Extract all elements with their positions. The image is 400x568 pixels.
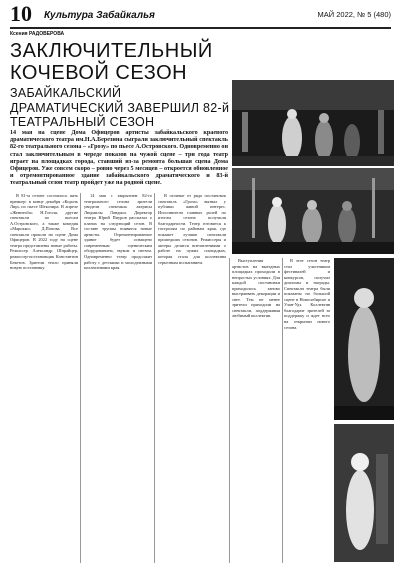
paragraph: В этот сезон театр стал участником фестивалей и конкурсов, получил дипломы и награды. Спектакли театра были показаны на большой сцене в Новосибирске и Улан-Удэ. Коллектив благодарит зрителей за поддержку и ждет всех на открытии нового сезона. [284, 258, 330, 330]
page-number: 10 [10, 1, 32, 26]
stage-photo [232, 168, 394, 254]
title-line-2: КОЧЕВОЙ СЕЗОН [10, 62, 188, 84]
column-rule [154, 193, 155, 563]
article-lead: 14 мая на сцене Дома Офицеров артисты забайкальского краевого драматического театра им.Н.А.Березина сыграли заключительный спектакль 82-го театрального сезона – «Грозу» по пьесе А.Островского. Одновременно он стал заключительным в череде показов на чужой сцене – три года театр играет на площадках города, ставший из-за ремонта большая сцена Дома Офицеров. Уже совсем скоро – ровно через 5 месяцев – откроется обновленное и отремонтированное здание забайкальского драматического и 83-й театральный сезон театр пройдет уже на родной сцене. [10, 130, 228, 187]
article-subtitle: ЗАБАЙКАЛЬСКИЙ ДРАМАТИЧЕСКИЙ ЗАВЕРШИЛ 82-й ТЕАТРАЛЬНЫЙ СЕЗОН [10, 86, 230, 129]
header-rule [10, 27, 391, 29]
paragraph: В 81-м сезоне состоялось пять премьер: в конце декабря «Король Лир» по пьесе Шекспира. В апреле «Женитьба» Н.Гоголя, другие спектакли по пьесам А.Островского, а также комедия «Марокко» Д.Попова. Все спектакли прошли на сцене Дома Офицеров. В 2022 году на сцене театра представлены новые работы. Режиссер Александр Шпрайцер, режиссер-постановщик Константин Бекетов. Зрители тепло приняли новую постановку. [10, 193, 78, 271]
text-column [84, 193, 152, 271]
actor-photo [334, 424, 394, 562]
stage-photo [232, 80, 394, 166]
issue-date: МАЙ 2022, № 5 (480) [317, 10, 391, 19]
paragraph: В отличие от ряда постановок спектакль «Гроза» вызвал у публики живой интерес. Исполнители главных ролей по итогам сезона получили благодарности. Театр готовится к гастролям по районам края, где покажет лучшие спектакли прошедших сезонов. Режиссеры и актеры делятся впечатлениями о работе на чужих площадках, которая стала для коллектива серьезным испытанием. [158, 193, 226, 265]
paragraph: Выступления артистов на выездных площадках проходили в непростых условиях. Для каждой постановки приходилось заново выстраивать декорации и свет. Тем не менее зрители приходили на спектакли, поддерживая любимый коллектив. [232, 258, 280, 319]
actor-photo [334, 258, 394, 420]
section-title: Культура Забайкалья [44, 10, 155, 21]
text-column [232, 258, 280, 319]
column-rule [282, 258, 283, 563]
text-column [10, 193, 78, 271]
column-rule [80, 193, 81, 563]
column-rule [229, 258, 230, 563]
byline: Ксения РАДОВЕРОВА [10, 31, 65, 37]
paragraph: 14 мая с закрытием 82-го театрального сезона зрители увидели спектакль актрисы Людмилы Ландыш. Директор театра Юрий Пиуров рассказал о планах на следующий сезон. В составе труппы появятся новые артисты. Отремонтированное здание будет оснащено современным сценическим оборудованием, звуком и светом. Одновременно театр продолжит работу с детскими и молодежными коллективами края. [84, 193, 152, 271]
page-header [10, 1, 391, 26]
article-title [10, 40, 390, 84]
title-line-1: ЗАКЛЮЧИТЕЛЬНЫЙ [10, 40, 213, 62]
text-column [158, 193, 226, 265]
text-column [284, 258, 330, 330]
